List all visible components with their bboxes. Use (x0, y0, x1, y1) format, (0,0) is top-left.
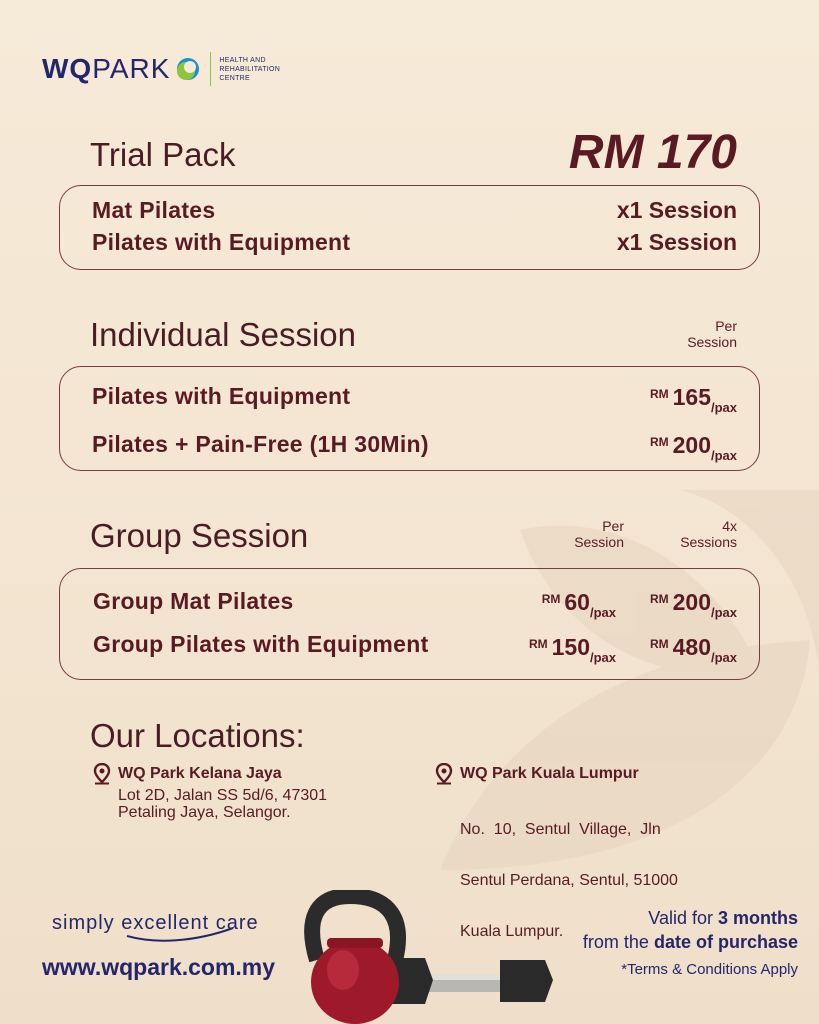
trial-row-label: Pilates with Equipment (92, 229, 351, 255)
location-address: Lot 2D, Jalan SS 5d/6, 47301 Petaling Jaya, Selangor. (118, 787, 328, 821)
kettlebell-dumbbell-illustration (295, 890, 565, 1024)
website-link[interactable]: www.wqpark.com.my (42, 954, 276, 980)
individual-session-title: Individual Session (90, 316, 356, 353)
tagline-swoosh (125, 926, 235, 942)
location-name: WQ Park Kuala Lumpur (460, 765, 639, 782)
group-row-price-4x: RM 480 /pax (649, 634, 737, 665)
group-row-price-4x: RM 200 /pax (649, 589, 737, 620)
location-pin-icon (435, 763, 453, 785)
locations-title: Our Locations: (90, 717, 305, 754)
brand-tagline: simply excellent care (52, 912, 259, 934)
individual-row-price: RM 165 /pax (649, 384, 737, 415)
trial-pack-title: Trial Pack (90, 136, 236, 173)
brand-logo (42, 52, 280, 86)
trial-row-value: x1 Session (616, 197, 737, 223)
group-session-title: Group Session (90, 517, 309, 554)
location-address: No. 10, Sentul Village, Jln Sentul Perdana, Sentul, 51000 Kuala Lumpur. (460, 821, 678, 940)
logo-subtitle: HEALTH AND REHABILITATION CENTRE (219, 56, 281, 82)
logo-swirl-icon (176, 57, 200, 81)
four-sessions-label: 4x Sessions (680, 518, 737, 550)
location-pin-icon (93, 763, 111, 785)
group-row-label: Group Pilates with Equipment (93, 631, 429, 657)
per-session-label: Per Session (574, 518, 624, 550)
logo-divider (210, 52, 211, 86)
group-row-price-per-session: RM 150 /pax (528, 634, 616, 665)
group-row-label: Group Mat Pilates (93, 588, 294, 614)
individual-row-price: RM 200 /pax (649, 432, 737, 463)
per-session-label: Per Session (687, 318, 737, 350)
trial-row-value: x1 Session (616, 229, 737, 255)
individual-row-label: Pilates + Pain-Free (1H 30Min) (92, 431, 429, 457)
location-name: WQ Park Kelana Jaya (118, 765, 282, 782)
validity-note: Valid for 3 months from the date of purchase (582, 908, 798, 952)
trial-pack-price: RM 170 (568, 126, 737, 179)
logo-wordmark: WQPARK (42, 53, 171, 84)
individual-row-label: Pilates with Equipment (92, 383, 351, 409)
terms-note: *Terms & Conditions Apply (621, 961, 798, 978)
group-row-price-per-session: RM 60 /pax (541, 589, 616, 620)
trial-row-label: Mat Pilates (92, 197, 216, 223)
